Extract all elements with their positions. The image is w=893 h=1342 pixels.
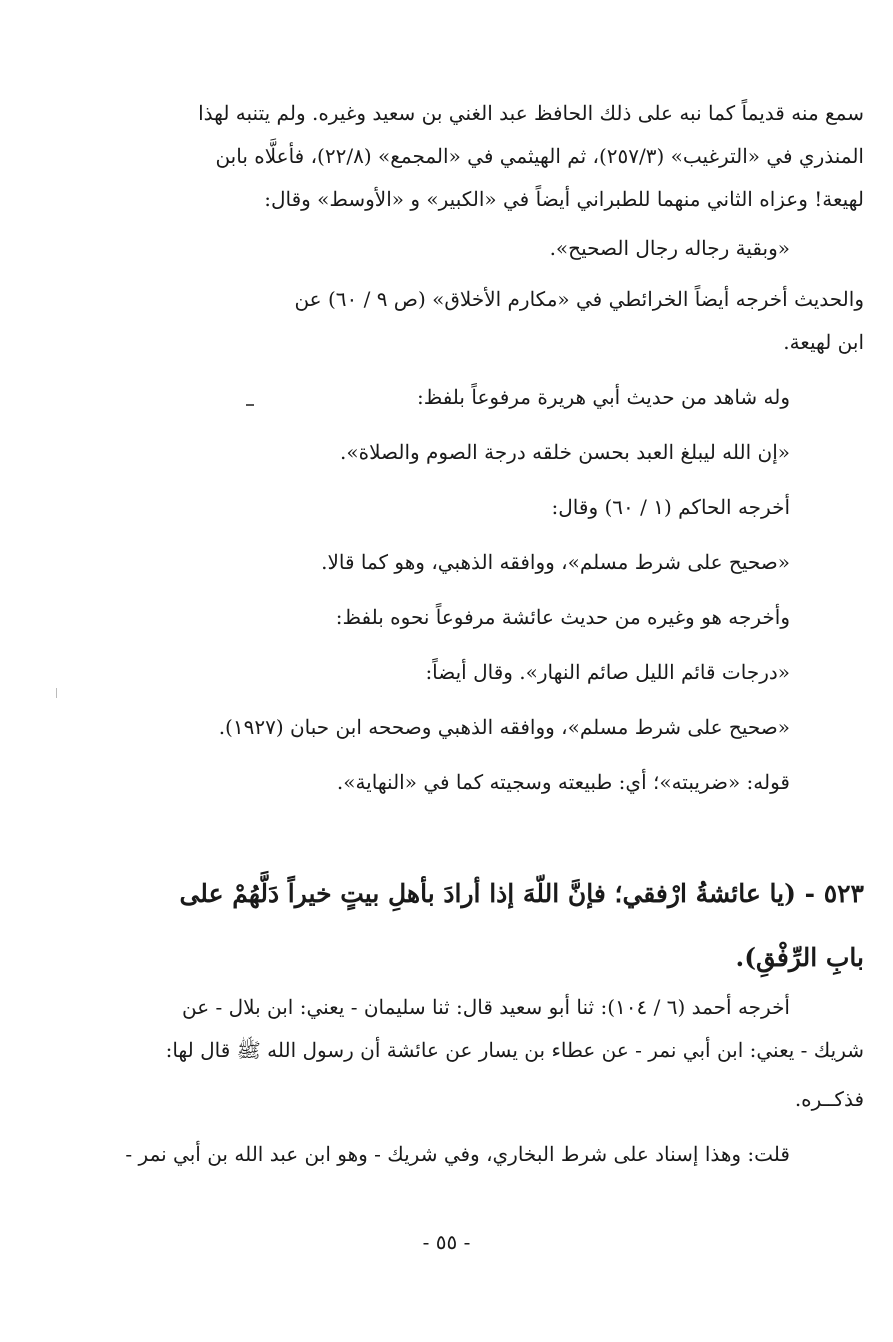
scan-mark	[246, 404, 254, 406]
scan-mark	[56, 688, 57, 698]
takhrij-block	[112, 986, 864, 1176]
text-line: المنذري في «الترغيب» (٢٥٧/٣)، ثم الهيثمي في «المجمع» (٢٢/٨)، فأعلَّاه بابن	[215, 144, 864, 168]
text-line: سمع منه قديماً كما نبه على ذلك الحافظ عبد الغني بن سعيد وغيره. ولم يتنبه لهذا	[198, 101, 864, 125]
text-line: وأخرجه هو وغيره من حديث عائشة مرفوعاً نحوه بلفظ:	[335, 605, 790, 629]
commentary-block	[112, 92, 864, 804]
text-line: والحديث أخرجه أيضاً الخرائطي في «مكارم الأخلاق» (ص ٩ / ٦٠) عن	[294, 287, 864, 311]
hadith-heading	[112, 862, 864, 990]
quote-line: «درجات قائم الليل صائم النهار». وقال أيضاً:	[425, 660, 790, 684]
text-line: قلت: وهذا إسناد على شرط البخاري، وفي شريك - وهو ابن عبد الله بن أبي نمر -	[125, 1142, 790, 1166]
text-line: ابن لهيعة.	[783, 330, 864, 354]
text-line: أخرجه أحمد (٦ / ١٠٤): ثنا أبو سعيد قال: ثنا سليمان - يعني: ابن بلال - عن	[182, 995, 790, 1019]
text-line: قوله: «ضريبته»؛ أي: طبيعته وسجيته كما في «النهاية».	[336, 770, 790, 794]
text-line: شريك - يعني: ابن أبي نمر - عن عطاء بن يسار عن عائشة أن رسول الله ﷺ قال لها:	[165, 1038, 864, 1062]
page-number: - ٥٥ -	[422, 1230, 471, 1254]
text-line: فذكــره.	[794, 1087, 864, 1111]
heading-line: بابِ الرِّفْقِ).	[735, 943, 864, 972]
quote-line: «وبقية رجاله رجال الصحيح».	[549, 236, 790, 260]
quote-line: «إن الله ليبلغ العبد بحسن خلقه درجة الصوم والصلاة».	[340, 440, 790, 464]
text-line: أخرجه الحاكم (١ / ٦٠) وقال:	[551, 495, 790, 519]
quote-line: «صحيح على شرط مسلم»، ووافقه الذهبي، وهو كما قالا.	[321, 550, 790, 574]
quote-line: «صحيح على شرط مسلم»، ووافقه الذهبي وصححه ابن حبان (١٩٢٧).	[218, 715, 790, 739]
text-line: وله شاهد من حديث أبي هريرة مرفوعاً بلفظ:	[416, 385, 790, 409]
heading-line: ٥٢٣ - (يا عائشةُ ارْفقي؛ فإنَّ اللّهَ إذا أرادَ بأهلِ بيتٍ خيراً دَلَّهُمْ على	[179, 879, 864, 908]
text-line: لهيعة! وعزاه الثاني منهما للطبراني أيضاً في «الكبير» و «الأوسط» وقال:	[264, 187, 864, 211]
